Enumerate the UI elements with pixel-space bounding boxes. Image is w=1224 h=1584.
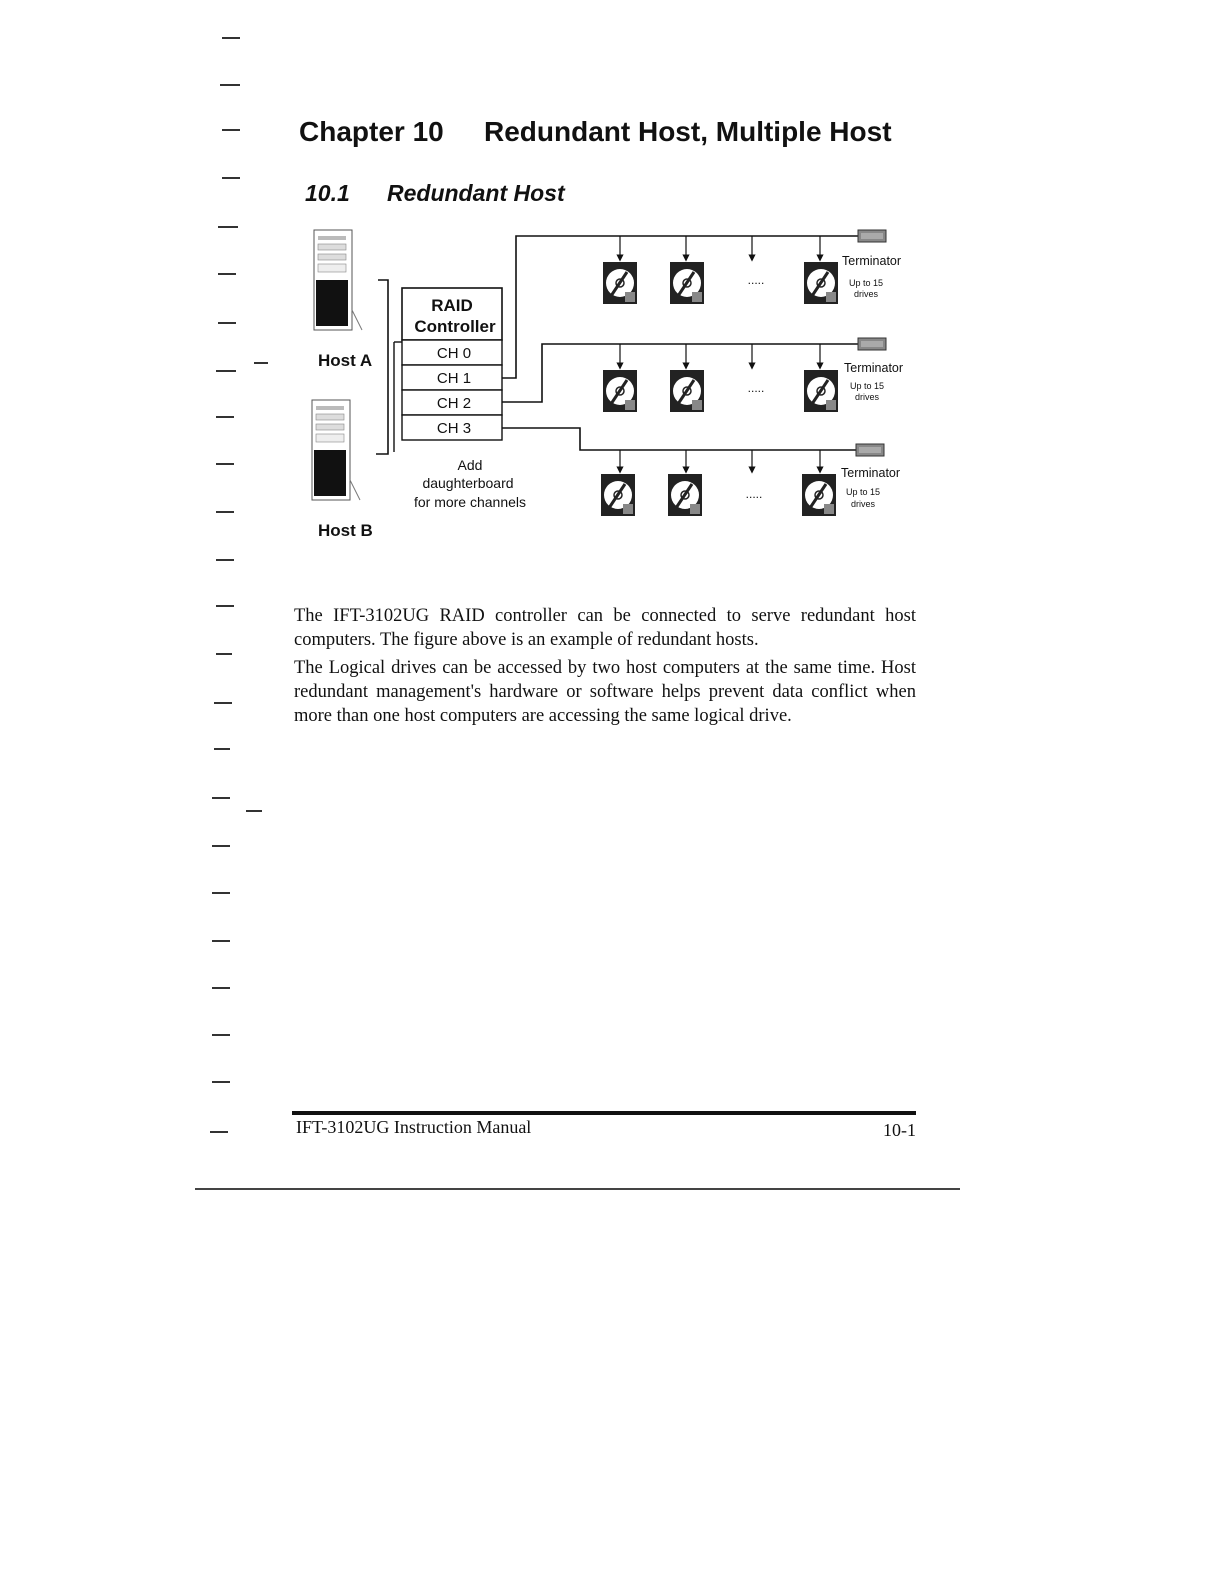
margin-tick bbox=[216, 463, 234, 465]
margin-tick bbox=[216, 653, 232, 655]
footer-rule bbox=[292, 1111, 916, 1115]
hard-disk-icon bbox=[603, 262, 637, 304]
margin-tick bbox=[246, 810, 262, 812]
page-bottom-edge bbox=[195, 1188, 960, 1190]
host-b-tower-icon bbox=[312, 400, 360, 500]
hard-disk-icon bbox=[603, 370, 637, 412]
margin-tick bbox=[216, 605, 234, 607]
more-drives-ellipsis: ..... bbox=[747, 273, 765, 287]
margin-tick-marks bbox=[210, 0, 270, 1200]
margin-tick bbox=[222, 129, 240, 131]
drive-bus-0 bbox=[603, 230, 901, 304]
margin-tick bbox=[212, 1034, 230, 1036]
redundant-host-diagram bbox=[290, 222, 940, 552]
margin-tick bbox=[212, 940, 230, 942]
body-paragraph-1: The IFT-3102UG RAID controller can be connected to serve redundant host computers. The figure above is an example of redundant hosts. bbox=[294, 606, 916, 650]
terminator-label: Terminator bbox=[842, 254, 902, 268]
hard-disk-icon bbox=[802, 474, 836, 516]
margin-tick bbox=[218, 226, 238, 228]
margin-tick bbox=[212, 1081, 230, 1083]
raid-controller-label-line2: Controller bbox=[414, 317, 496, 336]
daughterboard-note-line3: for more channels bbox=[413, 494, 527, 510]
terminator-icon bbox=[858, 230, 886, 242]
channel-label-1: CH 1 bbox=[436, 370, 472, 387]
daughterboard-note-line2: daughterboard bbox=[422, 475, 514, 491]
footer-manual-title: IFT-3102UG Instruction Manual bbox=[296, 1117, 532, 1137]
hard-disk-icon bbox=[601, 474, 635, 516]
drives-note-line2: drives bbox=[854, 392, 880, 402]
chapter-heading bbox=[299, 116, 939, 148]
hard-disk-icon bbox=[670, 262, 704, 304]
margin-tick bbox=[216, 370, 236, 372]
footer-page-number: 10-1 bbox=[883, 1120, 916, 1140]
margin-tick bbox=[218, 273, 236, 275]
margin-tick bbox=[220, 84, 240, 86]
margin-tick bbox=[212, 987, 230, 989]
channel-label-2: CH 2 bbox=[436, 395, 472, 412]
drives-note-line2: drives bbox=[853, 289, 879, 299]
daughterboard-note-line1: Add bbox=[457, 457, 483, 473]
margin-tick bbox=[218, 322, 236, 324]
hard-disk-icon bbox=[670, 370, 704, 412]
margin-tick bbox=[254, 362, 268, 364]
margin-tick bbox=[212, 892, 230, 894]
margin-tick bbox=[216, 511, 234, 513]
raid-controller-label-line1: RAID bbox=[431, 296, 473, 315]
margin-tick bbox=[222, 177, 240, 179]
drives-note-line1: Up to 15 bbox=[849, 381, 885, 391]
channel-stack bbox=[402, 340, 502, 440]
margin-tick bbox=[212, 797, 230, 799]
terminator-label: Terminator bbox=[841, 466, 901, 480]
margin-tick bbox=[222, 37, 240, 39]
section-title: Redundant Host bbox=[387, 180, 565, 206]
body-text bbox=[294, 604, 916, 732]
margin-tick bbox=[212, 845, 230, 847]
body-paragraph-2: The Logical drives can be accessed by two host computers at the same time. Host redundant management's hardware or software helps prevent data conflict when more than one host computers are accessing the same logical drive. bbox=[294, 658, 916, 726]
drives-note-line2: drives bbox=[850, 499, 876, 509]
hard-disk-icon bbox=[668, 474, 702, 516]
chapter-number: Chapter 10 bbox=[299, 116, 444, 147]
margin-tick bbox=[216, 559, 234, 561]
channel-label-3: CH 3 bbox=[436, 420, 472, 437]
drive-bus-1 bbox=[603, 338, 903, 412]
host-a-tower-icon bbox=[314, 230, 362, 330]
drive-bus-2 bbox=[601, 444, 900, 516]
host-a-label: Host A bbox=[318, 351, 373, 370]
margin-tick bbox=[210, 1131, 228, 1133]
terminator-icon bbox=[856, 444, 884, 456]
margin-tick bbox=[216, 416, 234, 418]
terminator-label: Terminator bbox=[844, 361, 904, 375]
section-heading bbox=[305, 180, 705, 207]
raid-controller-box bbox=[402, 288, 502, 340]
margin-tick bbox=[214, 748, 230, 750]
more-drives-ellipsis: ..... bbox=[745, 487, 763, 501]
drives-note-line1: Up to 15 bbox=[848, 278, 884, 288]
hard-disk-icon bbox=[804, 262, 838, 304]
host-b-label: Host B bbox=[318, 521, 373, 540]
chapter-title: Redundant Host, Multiple Host bbox=[484, 116, 892, 147]
section-number: 10.1 bbox=[305, 180, 350, 206]
channel-label-0: CH 0 bbox=[436, 345, 472, 362]
terminator-icon bbox=[858, 338, 886, 350]
margin-tick bbox=[214, 702, 232, 704]
drives-note-line1: Up to 15 bbox=[845, 487, 881, 497]
more-drives-ellipsis: ..... bbox=[747, 381, 765, 395]
hard-disk-icon bbox=[804, 370, 838, 412]
